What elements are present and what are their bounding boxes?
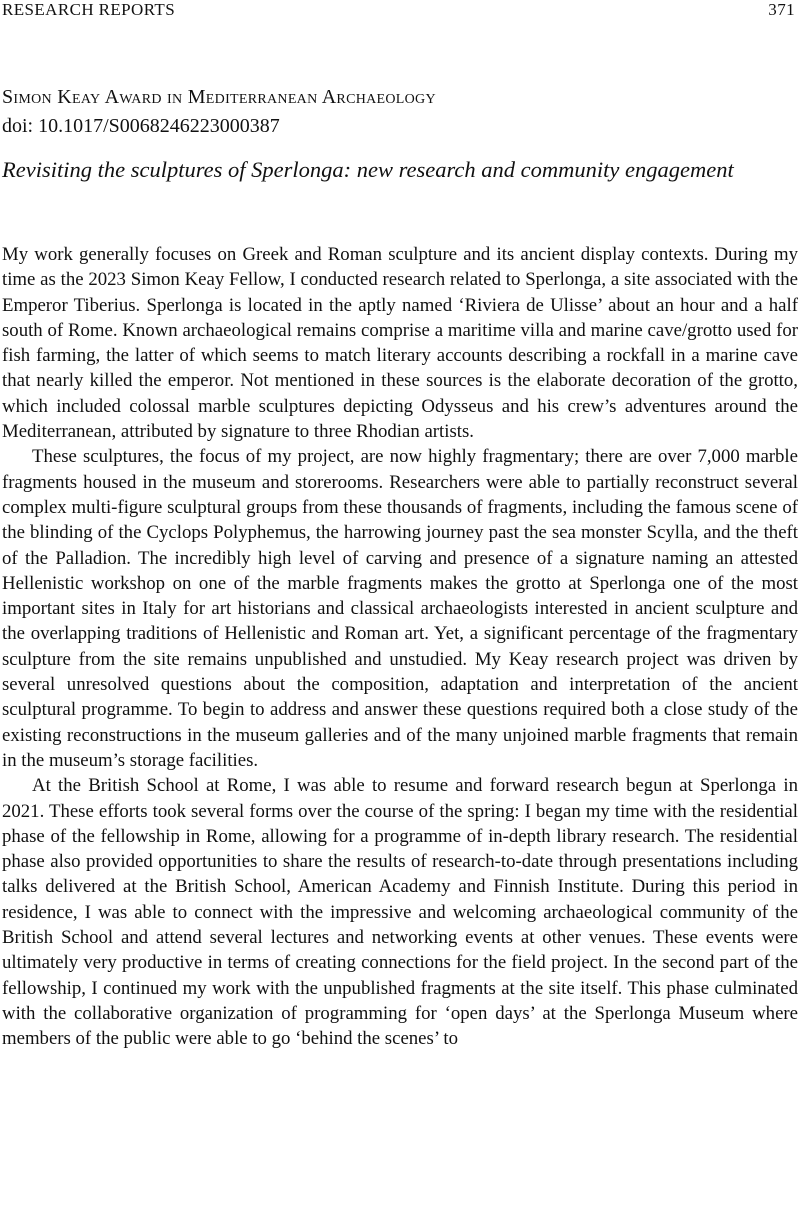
paragraph-1: My work generally focuses on Greek and Roman sculpture and its ancient display contexts. During my time as the 2023 Simon Keay Fellow, I conducted research related to Sperlonga, a site associated with the Emperor Tiberius. Sperlonga is located in the aptly named ‘Riviera de Ulisse’ about an hour and a half south of Rome. Known archaeological remains comprise a maritime villa and marine cave/grotto used for fish farming, the latter of which seems to match literary accounts describing a rockfall in a marine cave that nearly killed the emperor. Not mentioned in these sources is the elaborate decoration of the grotto, which included colossal marble sculptures depicting Odysseus and his crew’s adventures around the Mediterranean, attributed by signature to three Rhodian artists. bbox=[2, 244, 798, 443]
page-number: 371 bbox=[768, 0, 795, 19]
article-title: Revisiting the sculptures of Sperlonga: new research and community engagement bbox=[2, 157, 734, 182]
award-heading: Simon Keay Award in Mediterranean Archaeology bbox=[2, 86, 436, 108]
running-head bbox=[0, 0, 800, 24]
paragraph-2: These sculptures, the focus of my project, are now highly fragmentary; there are over 7,000 marble fragments housed in the museum and storerooms. Researchers were able to partially reconstruct several complex multi-figure sculptural groups from these thousands of fragments, including the famous scene of the blinding of the Cyclops Polyphemus, the harrowing journey past the sea monster Scylla, and the theft of the Palladion. The incredibly high level of carving and presence of a signature naming an attested Hellenistic workshop on one of the marble fragments makes the grotto at Sperlonga one of the most important sites in Italy for art historians and classical archaeologists interested in ancient sculpture and the overlapping traditions of Hellenistic and Roman art. Yet, a significant percentage of the fragmentary sculpture from the site remains unpublished and unstudied. My Keay research project was driven by several unresolved questions about the composition, adaptation and interpretation of the ancient sculptural programme. To begin to address and answer these questions required both a close study of the existing reconstructions in the museum galleries and of the many unjoined marble fragments that remain in the museum’s storage facilities. bbox=[2, 446, 798, 771]
article-body bbox=[2, 242, 798, 1052]
paragraph-3: At the British School at Rome, I was able to resume and forward research begun at Sperlonga in 2021. These efforts took several forms over the course of the spring: I began my time with the residential phase of the fellowship in Rome, allowing for a programme of in-depth library research. The residential phase also provided opportunities to share the results of research-to-date through presentations including talks delivered at the British School, American Academy and Finnish Institute. During this period in residence, I was able to connect with the impressive and welcoming archaeological community of the British School and attend several lectures and networking events at other venues. These events were ultimately very productive in terms of creating connections for the field project. In the second part of the fellowship, I continued my work with the unpublished fragments at the site itself. This phase culminated with the collaborative organization of programming for ‘open days’ at the Sperlonga Museum where members of the public were able to go ‘behind the scenes’ to bbox=[2, 775, 798, 1050]
doi-link[interactable]: doi: 10.1017/S0068246223000387 bbox=[2, 115, 280, 137]
running-head-section: RESEARCH REPORTS bbox=[2, 0, 176, 19]
